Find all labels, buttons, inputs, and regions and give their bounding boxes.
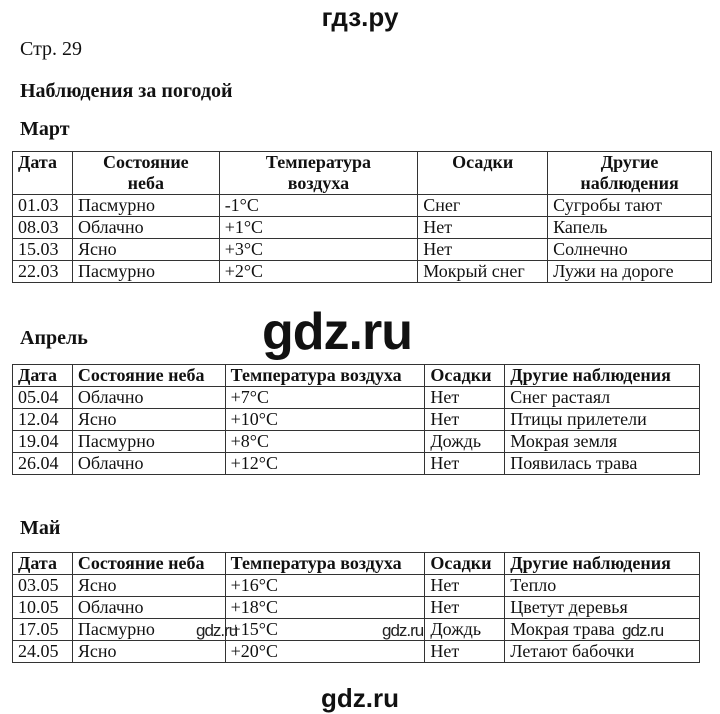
cell-sky: Облачно (72, 597, 225, 619)
table-row (13, 261, 712, 283)
cell-precipitation: Нет (425, 453, 505, 475)
table-row (13, 597, 700, 619)
watermark-inline: gdz.ru (382, 621, 424, 640)
cell-other: Мокрая трава (505, 619, 700, 641)
cell-sky: Пасмурно (72, 619, 225, 641)
header-temperature: Температура воздуха (225, 365, 425, 387)
cell-sky: Пасмурно (72, 195, 219, 217)
header-precipitation: Осадки (425, 553, 505, 575)
table-row (13, 195, 712, 217)
table-header-row (13, 152, 712, 195)
header-text: неба (127, 173, 164, 193)
table-header-row (13, 553, 700, 575)
header-text: Дата (18, 152, 57, 172)
header-other (548, 152, 712, 195)
watermark-inline: gdz.ru (622, 621, 664, 640)
month-heading-march: Март (20, 118, 70, 140)
header-temperature (219, 152, 418, 195)
cell-precipitation: Снег (418, 195, 548, 217)
watermark-center: gdz.ru (262, 303, 412, 361)
table-april (12, 364, 700, 475)
header-sky (72, 152, 219, 195)
header-text: Осадки (452, 152, 514, 172)
cell-temperature: +18°C (225, 597, 425, 619)
header-text: Состояние (102, 152, 189, 172)
cell-other: Птицы прилетели (505, 409, 700, 431)
cell-temperature: +1°C (219, 217, 418, 239)
cell-temperature: +20°C (225, 641, 425, 663)
header-other: Другие наблюдения (505, 553, 700, 575)
cell-temperature: +10°C (225, 409, 425, 431)
cell-other: Летают бабочки (505, 641, 700, 663)
cell-other: Мокрая земля (505, 431, 700, 453)
cell-date: 22.03 (13, 261, 73, 283)
table-march (12, 151, 712, 283)
table-row (13, 641, 700, 663)
cell-date: 24.05 (13, 641, 73, 663)
cell-sky: Ясно (72, 641, 225, 663)
table-may (12, 552, 700, 663)
cell-precipitation: Дождь (425, 431, 505, 453)
cell-date: 03.05 (13, 575, 73, 597)
table-row (13, 431, 700, 453)
page-title: Наблюдения за погодой (20, 80, 233, 102)
cell-precipitation: Нет (425, 409, 505, 431)
header-text: Температура (265, 152, 372, 172)
cell-precipitation: Нет (425, 575, 505, 597)
cell-temperature: +15°C (225, 619, 425, 641)
cell-date: 01.03 (13, 195, 73, 217)
cell-sky: Пасмурно (72, 431, 225, 453)
cell-sky: Пасмурно (72, 261, 219, 283)
cell-temperature: +2°C (219, 261, 418, 283)
cell-temperature: +12°C (225, 453, 425, 475)
cell-sky: Облачно (72, 453, 225, 475)
cell-precipitation: Нет (425, 641, 505, 663)
cell-sky: Ясно (72, 575, 225, 597)
header-text: наблюдения (580, 173, 679, 193)
header-temperature: Температура воздуха (225, 553, 425, 575)
header-precipitation (418, 152, 548, 195)
cell-date: 08.03 (13, 217, 73, 239)
table-row (13, 239, 712, 261)
cell-other: Появилась трава (505, 453, 700, 475)
cell-date: 26.04 (13, 453, 73, 475)
cell-other: Сугробы тают (548, 195, 712, 217)
cell-other: Цветут деревья (505, 597, 700, 619)
cell-other: Лужи на дороге (548, 261, 712, 283)
header-text: воздуха (287, 173, 350, 193)
cell-date: 05.04 (13, 387, 73, 409)
header-date: Дата (13, 553, 73, 575)
watermark-bottom: gdz.ru (321, 683, 399, 713)
cell-temperature: -1°C (219, 195, 418, 217)
cell-date: 10.05 (13, 597, 73, 619)
cell-precipitation: Нет (425, 387, 505, 409)
cell-precipitation: Нет (418, 239, 548, 261)
cell-temperature: +8°C (225, 431, 425, 453)
table-row (13, 217, 712, 239)
cell-other: Тепло (505, 575, 700, 597)
cell-date: 15.03 (13, 239, 73, 261)
header-precipitation: Осадки (425, 365, 505, 387)
cell-other: Солнечно (548, 239, 712, 261)
cell-sky: Ясно (72, 239, 219, 261)
header-date (13, 152, 73, 195)
cell-date: 19.04 (13, 431, 73, 453)
cell-other: Капель (548, 217, 712, 239)
month-heading-april: Апрель (20, 327, 88, 349)
month-heading-may: Май (20, 517, 61, 539)
table-row (13, 619, 700, 641)
cell-temperature: +3°C (219, 239, 418, 261)
header-sky: Состояние неба (72, 553, 225, 575)
header-date: Дата (13, 365, 73, 387)
page-reference: Стр. 29 (20, 38, 83, 60)
header-other: Другие наблюдения (505, 365, 700, 387)
cell-date: 17.05 (13, 619, 73, 641)
header-sky: Состояние неба (72, 365, 225, 387)
table-row (13, 575, 700, 597)
cell-date: 12.04 (13, 409, 73, 431)
cell-sky: Облачно (72, 217, 219, 239)
cell-precipitation: Дождь (425, 619, 505, 641)
cell-precipitation: Нет (425, 597, 505, 619)
cell-precipitation: Мокрый снег (418, 261, 548, 283)
cell-precipitation: Нет (418, 217, 548, 239)
table-row (13, 409, 700, 431)
cell-sky: Ясно (72, 409, 225, 431)
cell-temperature: +16°C (225, 575, 425, 597)
watermark-top: гдз.ру (321, 2, 399, 32)
table-row (13, 453, 700, 475)
cell-temperature: +7°C (225, 387, 425, 409)
watermark-inline: gdz.ru (196, 621, 238, 640)
header-text: Другие (600, 152, 659, 172)
table-row (13, 387, 700, 409)
table-header-row (13, 365, 700, 387)
cell-sky: Облачно (72, 387, 225, 409)
cell-other: Снег растаял (505, 387, 700, 409)
